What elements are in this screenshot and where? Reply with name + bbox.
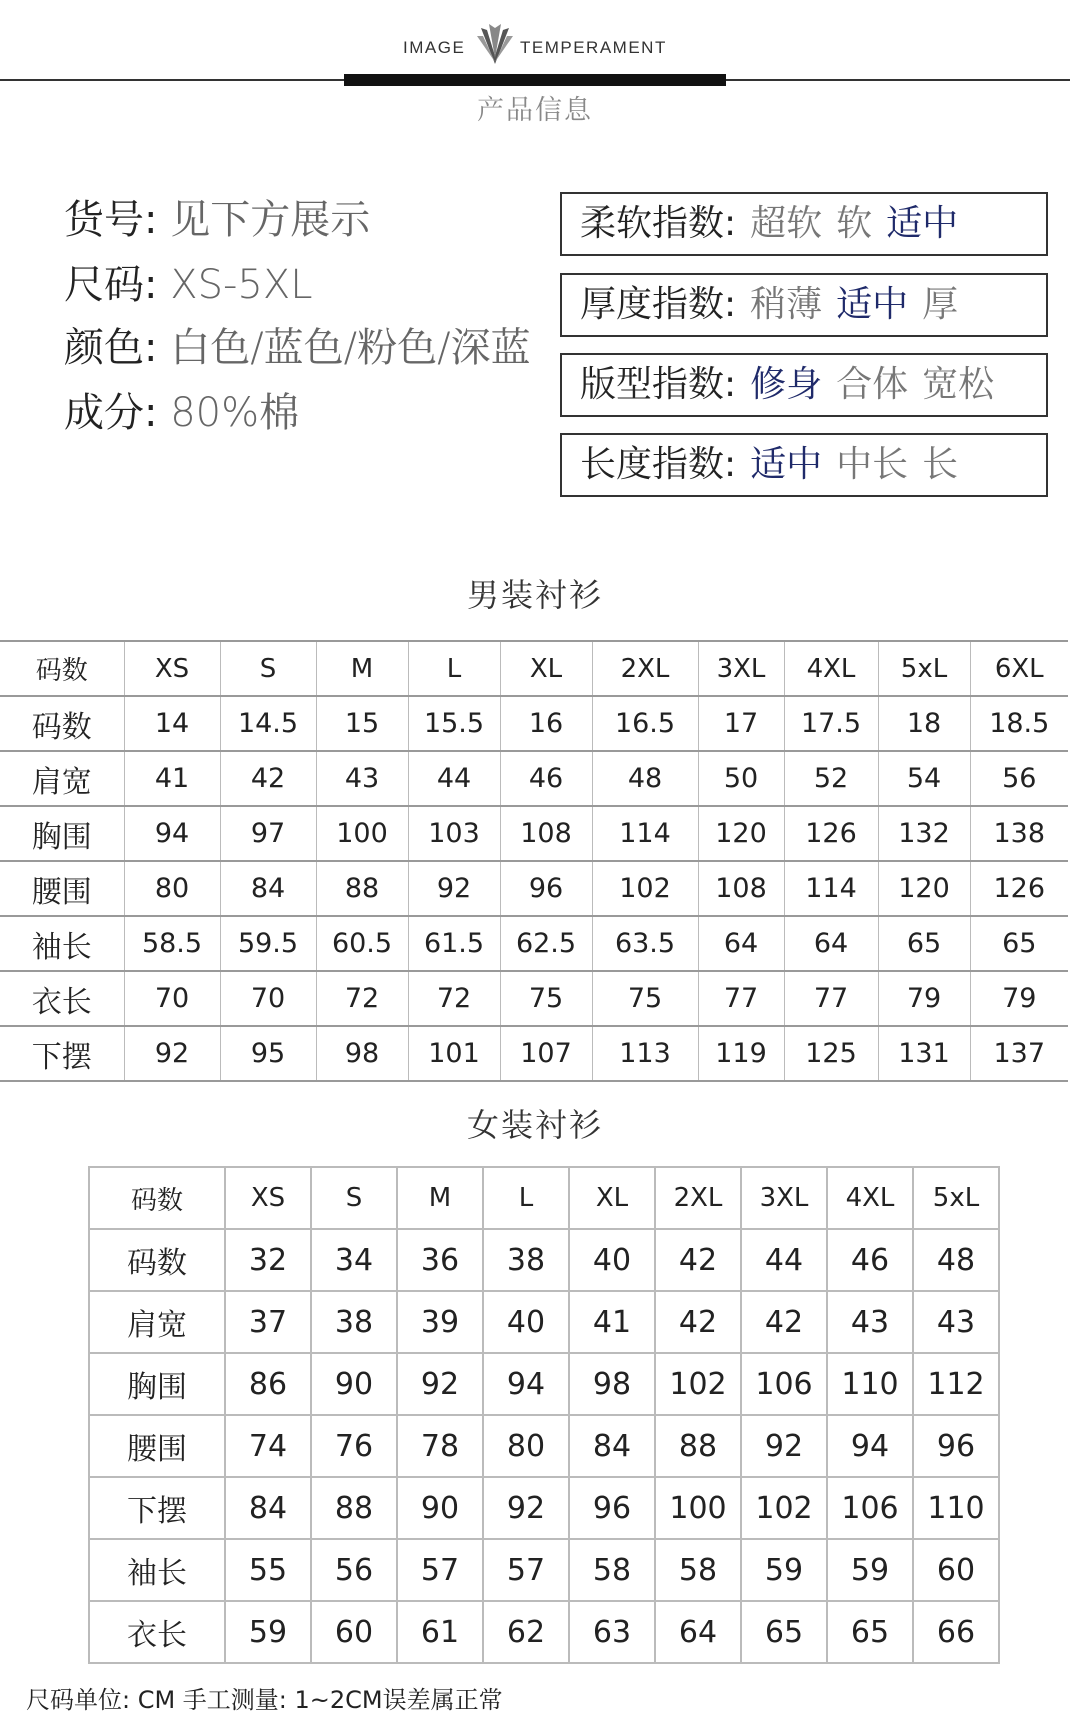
table-cell: 119 [698, 1026, 784, 1081]
size-header-cell: 4XL [827, 1167, 913, 1229]
table-cell: 42 [655, 1229, 741, 1291]
index-option: 软 [836, 203, 873, 244]
table-cell: 103 [408, 806, 500, 861]
size-header-cell: XL [569, 1167, 655, 1229]
table-cell: 86 [225, 1353, 311, 1415]
table-cell: 14 [124, 696, 220, 751]
info-row [64, 195, 370, 245]
table-cell: 84 [225, 1477, 311, 1539]
table-cell: 44 [408, 751, 500, 806]
table-cell: 56 [970, 751, 1068, 806]
table-cell: 66 [913, 1601, 999, 1663]
row-label-cell: 衣长 [0, 971, 124, 1026]
size-header-cell: S [220, 641, 316, 696]
table-cell: 59 [225, 1601, 311, 1663]
table-cell: 65 [970, 916, 1068, 971]
table-cell: 114 [592, 806, 698, 861]
table-cell: 39 [397, 1291, 483, 1353]
table-row [0, 806, 1068, 861]
size-header-cell: L [483, 1167, 569, 1229]
table-cell: 60 [913, 1539, 999, 1601]
table-cell: 107 [500, 1026, 592, 1081]
row-label-cell: 下摆 [89, 1477, 225, 1539]
table-cell: 61 [397, 1601, 483, 1663]
table-cell: 84 [569, 1415, 655, 1477]
table-cell: 90 [397, 1477, 483, 1539]
table-cell: 88 [655, 1415, 741, 1477]
table-cell: 102 [592, 861, 698, 916]
info-value: 80%棉 [157, 390, 300, 436]
index-option: 超软 [750, 203, 823, 244]
size-header-cell: M [397, 1167, 483, 1229]
table-row [89, 1477, 999, 1539]
brand-text-right: TEMPERAMENT [520, 38, 667, 57]
table-cell: 88 [316, 861, 408, 916]
table-cell: 41 [569, 1291, 655, 1353]
row-label-cell: 腰围 [0, 861, 124, 916]
table-row [0, 861, 1068, 916]
table-row [89, 1415, 999, 1477]
table-cell: 94 [124, 806, 220, 861]
size-header-cell: XS [124, 641, 220, 696]
table-cell: 92 [397, 1353, 483, 1415]
info-row [64, 323, 531, 373]
men-table-title: 男装衬衫 [466, 576, 603, 614]
size-header-cell: 6XL [970, 641, 1068, 696]
index-option: 长 [922, 444, 959, 485]
info-key: 成分: [64, 390, 158, 436]
table-cell: 131 [878, 1026, 970, 1081]
table-cell: 100 [316, 806, 408, 861]
index-box [560, 353, 1048, 417]
index-option: 稍薄 [750, 284, 823, 325]
table-row [89, 1601, 999, 1663]
table-cell: 77 [698, 971, 784, 1026]
men-size-table [0, 640, 1068, 1082]
table-cell: 64 [655, 1601, 741, 1663]
size-header-cell: 2XL [655, 1167, 741, 1229]
table-row [0, 696, 1068, 751]
row-label-cell: 袖长 [89, 1539, 225, 1601]
table-cell: 75 [592, 971, 698, 1026]
table-cell: 16 [500, 696, 592, 751]
row-label-cell: 码数 [89, 1229, 225, 1291]
info-value: 白色/蓝色/粉色/深蓝 [157, 325, 531, 371]
table-cell: 40 [483, 1291, 569, 1353]
index-box [560, 192, 1048, 256]
size-header-cell: 4XL [784, 641, 878, 696]
table-cell: 96 [913, 1415, 999, 1477]
table-cell: 95 [220, 1026, 316, 1081]
table-cell: 101 [408, 1026, 500, 1081]
table-cell: 54 [878, 751, 970, 806]
table-cell: 72 [316, 971, 408, 1026]
table-row [89, 1353, 999, 1415]
table-cell: 92 [408, 861, 500, 916]
size-header-cell: 3XL [741, 1167, 827, 1229]
table-cell: 43 [827, 1291, 913, 1353]
row-label-cell: 衣长 [89, 1601, 225, 1663]
table-cell: 96 [500, 861, 592, 916]
table-cell: 92 [741, 1415, 827, 1477]
table-cell: 112 [913, 1353, 999, 1415]
table-cell: 74 [225, 1415, 311, 1477]
table-cell: 63 [569, 1601, 655, 1663]
table-cell: 46 [827, 1229, 913, 1291]
table-cell: 32 [225, 1229, 311, 1291]
row-label-cell: 码数 [0, 696, 124, 751]
table-cell: 44 [741, 1229, 827, 1291]
table-cell: 110 [827, 1353, 913, 1415]
table-cell: 70 [220, 971, 316, 1026]
table-cell: 48 [913, 1229, 999, 1291]
table-header-row [89, 1167, 999, 1229]
index-label: 厚度指数: [580, 284, 737, 325]
table-header-row [0, 641, 1068, 696]
size-header-cell: M [316, 641, 408, 696]
table-cell: 15 [316, 696, 408, 751]
table-cell: 94 [827, 1415, 913, 1477]
size-header-cell: 5xL [913, 1167, 999, 1229]
row-label-cell: 胸围 [0, 806, 124, 861]
info-key: 货号: [64, 197, 158, 243]
index-label: 柔软指数: [580, 203, 737, 244]
size-header-cell: 2XL [592, 641, 698, 696]
table-row [89, 1539, 999, 1601]
table-cell: 114 [784, 861, 878, 916]
table-cell: 79 [878, 971, 970, 1026]
row-label-cell: 袖长 [0, 916, 124, 971]
size-header-cell: XS [225, 1167, 311, 1229]
table-cell: 50 [698, 751, 784, 806]
table-cell: 42 [741, 1291, 827, 1353]
table-cell: 97 [220, 806, 316, 861]
row-label-cell: 肩宽 [0, 751, 124, 806]
table-cell: 42 [655, 1291, 741, 1353]
table-cell: 60 [311, 1601, 397, 1663]
table-cell: 15.5 [408, 696, 500, 751]
info-key: 颜色: [64, 325, 158, 371]
table-cell: 18.5 [970, 696, 1068, 751]
table-cell: 58 [569, 1539, 655, 1601]
table-cell: 90 [311, 1353, 397, 1415]
table-cell: 58 [655, 1539, 741, 1601]
table-cell: 60.5 [316, 916, 408, 971]
index-label: 长度指数: [580, 444, 737, 485]
table-cell: 38 [483, 1229, 569, 1291]
table-cell: 59 [827, 1539, 913, 1601]
table-cell: 64 [698, 916, 784, 971]
table-cell: 80 [483, 1415, 569, 1477]
table-row [0, 751, 1068, 806]
table-cell: 137 [970, 1026, 1068, 1081]
index-option-selected: 修身 [750, 364, 823, 405]
row-label-cell: 下摆 [0, 1026, 124, 1081]
table-cell: 138 [970, 806, 1068, 861]
table-cell: 64 [784, 916, 878, 971]
table-cell: 108 [698, 861, 784, 916]
table-cell: 125 [784, 1026, 878, 1081]
table-row [0, 971, 1068, 1026]
table-cell: 18 [878, 696, 970, 751]
size-header-cell: XL [500, 641, 592, 696]
table-cell: 76 [311, 1415, 397, 1477]
table-cell: 56 [311, 1539, 397, 1601]
table-cell: 36 [397, 1229, 483, 1291]
table-cell: 102 [741, 1477, 827, 1539]
table-cell: 92 [483, 1477, 569, 1539]
index-box [560, 433, 1048, 497]
table-cell: 120 [878, 861, 970, 916]
row-label-cell: 码数 [0, 641, 124, 696]
table-cell: 96 [569, 1477, 655, 1539]
table-cell: 48 [592, 751, 698, 806]
table-cell: 43 [913, 1291, 999, 1353]
table-cell: 108 [500, 806, 592, 861]
table-cell: 80 [124, 861, 220, 916]
brand-logo-icon [475, 22, 515, 66]
table-cell: 40 [569, 1229, 655, 1291]
table-cell: 88 [311, 1477, 397, 1539]
index-option-selected: 适中 [750, 444, 823, 485]
table-cell: 84 [220, 861, 316, 916]
table-cell: 132 [878, 806, 970, 861]
brand-text-left: IMAGE [403, 38, 466, 57]
index-label: 版型指数: [580, 364, 737, 405]
table-row [0, 916, 1068, 971]
index-option: 合体 [836, 364, 909, 405]
table-cell: 14.5 [220, 696, 316, 751]
size-header-cell: L [408, 641, 500, 696]
table-cell: 59.5 [220, 916, 316, 971]
row-label-cell: 腰围 [89, 1415, 225, 1477]
table-cell: 59 [741, 1539, 827, 1601]
table-cell: 106 [827, 1477, 913, 1539]
table-cell: 113 [592, 1026, 698, 1081]
table-cell: 120 [698, 806, 784, 861]
index-option-selected: 适中 [886, 203, 959, 244]
table-cell: 38 [311, 1291, 397, 1353]
table-cell: 52 [784, 751, 878, 806]
measurement-footnote: 尺码单位: CM 手工测量: 1~2CM误差属正常 [26, 1686, 503, 1714]
table-cell: 94 [483, 1353, 569, 1415]
table-cell: 65 [741, 1601, 827, 1663]
table-cell: 106 [741, 1353, 827, 1415]
table-cell: 55 [225, 1539, 311, 1601]
size-header-cell: 5xL [878, 641, 970, 696]
info-key: 尺码: [64, 262, 158, 308]
header-accent-bar [344, 74, 726, 86]
table-cell: 34 [311, 1229, 397, 1291]
table-cell: 17 [698, 696, 784, 751]
table-cell: 42 [220, 751, 316, 806]
table-row [89, 1229, 999, 1291]
info-row [64, 260, 313, 310]
table-cell: 43 [316, 751, 408, 806]
women-size-table [88, 1166, 1000, 1664]
table-cell: 62 [483, 1601, 569, 1663]
table-cell: 16.5 [592, 696, 698, 751]
row-label-cell: 胸围 [89, 1353, 225, 1415]
table-cell: 98 [569, 1353, 655, 1415]
index-option: 宽松 [922, 364, 995, 405]
info-value: XS-5XL [157, 262, 313, 308]
row-label-cell: 肩宽 [89, 1291, 225, 1353]
index-option: 中长 [836, 444, 909, 485]
table-cell: 65 [878, 916, 970, 971]
table-cell: 72 [408, 971, 500, 1026]
table-cell: 92 [124, 1026, 220, 1081]
index-box [560, 273, 1048, 337]
header-banner [0, 0, 1070, 140]
section-subtitle: 产品信息 [477, 95, 593, 126]
table-cell: 61.5 [408, 916, 500, 971]
table-cell: 58.5 [124, 916, 220, 971]
info-value: 见下方展示 [157, 197, 371, 243]
size-header-cell: S [311, 1167, 397, 1229]
table-cell: 70 [124, 971, 220, 1026]
table-row [0, 1026, 1068, 1081]
table-cell: 77 [784, 971, 878, 1026]
table-cell: 62.5 [500, 916, 592, 971]
table-cell: 126 [970, 861, 1068, 916]
table-cell: 79 [970, 971, 1068, 1026]
table-cell: 110 [913, 1477, 999, 1539]
table-cell: 98 [316, 1026, 408, 1081]
table-cell: 37 [225, 1291, 311, 1353]
table-cell: 65 [827, 1601, 913, 1663]
table-cell: 46 [500, 751, 592, 806]
table-cell: 100 [655, 1477, 741, 1539]
table-cell: 75 [500, 971, 592, 1026]
index-option-selected: 适中 [836, 284, 909, 325]
table-cell: 57 [483, 1539, 569, 1601]
size-header-cell: 3XL [698, 641, 784, 696]
table-cell: 126 [784, 806, 878, 861]
table-cell: 63.5 [592, 916, 698, 971]
row-label-cell: 码数 [89, 1167, 225, 1229]
info-row [64, 388, 299, 438]
table-row [89, 1291, 999, 1353]
index-option: 厚 [922, 284, 959, 325]
table-cell: 78 [397, 1415, 483, 1477]
table-cell: 17.5 [784, 696, 878, 751]
table-cell: 57 [397, 1539, 483, 1601]
table-cell: 102 [655, 1353, 741, 1415]
table-cell: 41 [124, 751, 220, 806]
women-table-title: 女装衬衫 [466, 1106, 603, 1144]
